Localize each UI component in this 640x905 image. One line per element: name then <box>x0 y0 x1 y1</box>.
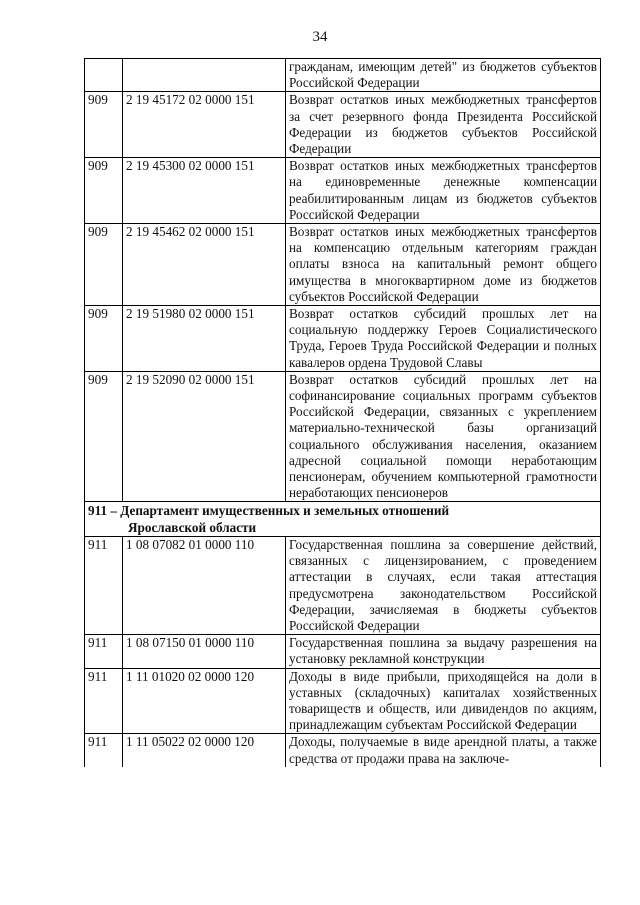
revenue-description-cell: Возврат остатков субсидий прошлых лет на софинансирование социальных программ субъектов Российской Федерации, связанных с укреплением материально-технической базы организаций социального обслуживания населения, оказанием адресной социальной помощи неработающим пенсионерам, обучением компьютерной грамотности неработающих пенсионеров <box>286 371 601 502</box>
budget-classification-code-cell: 2 19 51980 02 0000 151 <box>123 306 286 372</box>
table-row <box>85 224 601 306</box>
admin-code-cell: 909 <box>85 92 123 158</box>
budget-classification-code-cell: 2 19 45172 02 0000 151 <box>123 92 286 158</box>
revenue-description-cell: Государственная пошлина за совершение действий, связанных с лицензированием, с проведением аттестации в случаях, если такая аттестация предусмотрена законодательством Российской Федерации, зачисляемая в бюджеты субъектов Российской Федерации <box>286 536 601 634</box>
table-row <box>85 734 601 767</box>
table-row <box>85 371 601 502</box>
admin-code-cell: 911 <box>85 635 123 668</box>
revenue-description-cell: Доходы в виде прибыли, приходящейся на доли в уставных (складочных) капиталах хозяйственных товариществ и обществ, или дивидендов по акциям, принадлежащим субъектам Российской Федерации <box>286 668 601 734</box>
table-row <box>85 158 601 224</box>
table-section-911 <box>85 536 601 766</box>
table-row <box>85 536 601 634</box>
department-heading-line2: Ярославской области <box>128 519 257 535</box>
revenue-description-cell: гражданам, имеющим детей" из бюджетов субъектов Российской Федерации <box>286 59 601 92</box>
budget-classification-code-cell: 2 19 45462 02 0000 151 <box>123 224 286 306</box>
department-row <box>85 502 601 536</box>
revenue-description-cell: Возврат остатков иных межбюджетных трансфертов за счет резервного фонда Президента Российской Федерации из бюджетов субъектов Российской Федерации <box>286 92 601 158</box>
department-heading <box>85 502 601 536</box>
revenue-codes-table <box>84 58 601 767</box>
revenue-description-cell: Возврат остатков субсидий прошлых лет на социальную поддержку Героев Социалистического Труда, Героев Труда Российской Федерации и полных кавалеров ордена Трудовой Славы <box>286 306 601 372</box>
admin-code-cell: 909 <box>85 371 123 502</box>
budget-classification-code-cell <box>123 59 286 92</box>
budget-classification-code-cell: 1 08 07150 01 0000 110 <box>123 635 286 668</box>
table-row <box>85 635 601 668</box>
admin-code-cell <box>85 59 123 92</box>
table-section-department-heading <box>85 502 601 536</box>
revenue-description-cell: Возврат остатков иных межбюджетных трансфертов на единовременные денежные компенсации реабилитированным лицам из бюджетов субъектов Российской Федерации <box>286 158 601 224</box>
table-row <box>85 668 601 734</box>
table-row <box>85 59 601 92</box>
budget-classification-code-cell: 1 11 01020 02 0000 120 <box>123 668 286 734</box>
budget-classification-code-cell: 1 11 05022 02 0000 120 <box>123 734 286 767</box>
budget-classification-code-cell: 2 19 45300 02 0000 151 <box>123 158 286 224</box>
table-row <box>85 92 601 158</box>
budget-classification-code-cell: 1 08 07082 01 0000 110 <box>123 536 286 634</box>
table-section-909 <box>85 59 601 502</box>
revenue-description-cell: Возврат остатков иных межбюджетных трансфертов на компенсацию отдельным категориям граждан оплаты взноса на капитальный ремонт общего имущества в многоквартирном доме из бюджетов субъектов Российской Федерации <box>286 224 601 306</box>
page-number: 34 <box>312 29 328 45</box>
department-heading-line1: 911 – Департамент имущественных и земельных отношений <box>88 503 450 519</box>
admin-code-cell: 911 <box>85 536 123 634</box>
revenue-description-cell: Доходы, получаемые в виде арендной платы, а также средства от продажи права на заключе- <box>286 734 601 767</box>
table-row <box>85 306 601 372</box>
admin-code-cell: 909 <box>85 224 123 306</box>
admin-code-cell: 911 <box>85 734 123 767</box>
admin-code-cell: 909 <box>85 158 123 224</box>
admin-code-cell: 911 <box>85 668 123 734</box>
revenue-description-cell: Государственная пошлина за выдачу разрешения на установку рекламной конструкции <box>286 635 601 668</box>
budget-classification-code-cell: 2 19 52090 02 0000 151 <box>123 371 286 502</box>
admin-code-cell: 909 <box>85 306 123 372</box>
